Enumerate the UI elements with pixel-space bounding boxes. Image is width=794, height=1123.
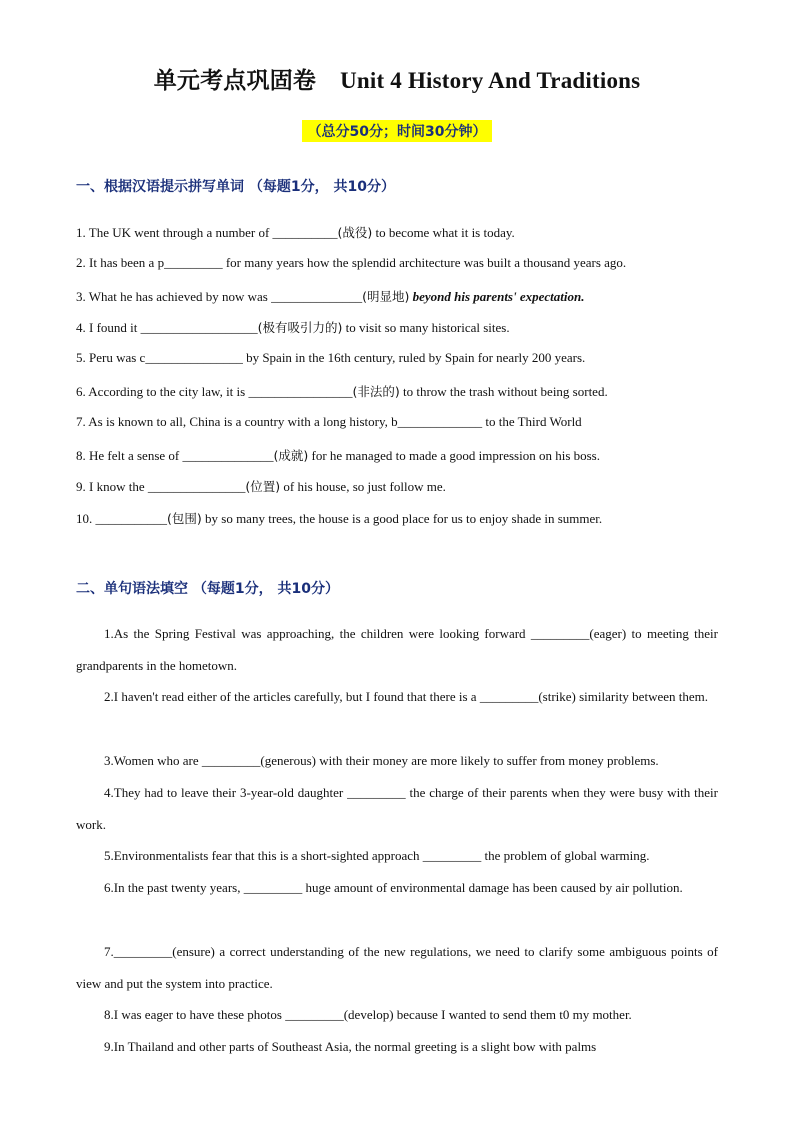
title-chinese: 单元考点巩固卷 xyxy=(153,68,317,94)
section1-item: 8. He felt a sense of ______________(成就) for he managed to made a good impression on his boss. xyxy=(76,448,600,463)
section2-item: 9.In Thailand and other parts of Southeast Asia, the normal greeting is a slight bow with palms xyxy=(104,1039,597,1054)
section1-item: 10. ___________(包围) by so many trees, the house is a good place for us to enjoy shade in summer. xyxy=(76,511,603,526)
section2-item: 4.They had to leave their 3-year-old daughter _________ the charge of their parents when they were busy with their work. xyxy=(76,785,718,832)
section2-item: 6.In the past twenty years, _________ huge amount of environmental damage has been caused by air pollution. xyxy=(104,880,683,895)
section2-item: 7._________(ensure) a correct understanding of the new regulations, we need to clarify some ambiguous points of view and put the system into practice. xyxy=(76,944,718,991)
section1-item: 6. According to the city law, it is ________________(非法的) to throw the trash without being sorted. xyxy=(76,384,608,399)
page-title xyxy=(0,62,794,95)
section2-item: 3.Women who are _________(generous) with their money are more likely to suffer from money problems. xyxy=(104,753,659,768)
section1-item: 5. Peru was c_______________ by Spain in the 16th century, ruled by Spain for nearly 200 years. xyxy=(76,350,586,365)
section2-item: 5.Environmentalists fear that this is a short-sighted approach _________ the problem of global warming. xyxy=(104,848,650,863)
section1-item: 3. What he has achieved by now was ______________(明显地) beyond his parents' expectation. xyxy=(76,289,585,304)
title-english: Unit 4 History And Traditions xyxy=(340,68,641,93)
section2-item: 1.As the Spring Festival was approaching, the children were looking forward _________(eager) to meeting their grandparents in the hometown. xyxy=(76,626,718,673)
subtitle-row xyxy=(0,120,794,142)
section1-item: 4. I found it __________________(极有吸引力的) to visit so many historical sites. xyxy=(76,320,510,335)
section1-item: 7. As is known to all, China is a country with a long history, b_____________ to the Third World xyxy=(76,414,582,429)
section2-item: 2.I haven't read either of the articles carefully, but I found that there is a _________(strike) similarity between them. xyxy=(104,689,708,704)
section1-item: 2. It has been a p_________ for many years how the splendid architecture was built a thousand years ago. xyxy=(76,255,627,270)
section1-item: 1. The UK went through a number of __________(战役) to become what it is today. xyxy=(76,225,515,240)
score-time-subtitle: （总分50分；时间30分钟） xyxy=(302,120,493,142)
section1-item: 9. I know the _______________(位置) of his house, so just follow me. xyxy=(76,479,446,494)
section2-item: 8.I was eager to have these photos _________(develop) because I wanted to send them t0 my mother. xyxy=(104,1007,632,1022)
section2-heading: 二、单句语法填空 （每题1分， 共10分） xyxy=(76,581,339,597)
section1-heading: 一、根据汉语提示拼写单词 （每题1分， 共10分） xyxy=(76,179,395,195)
